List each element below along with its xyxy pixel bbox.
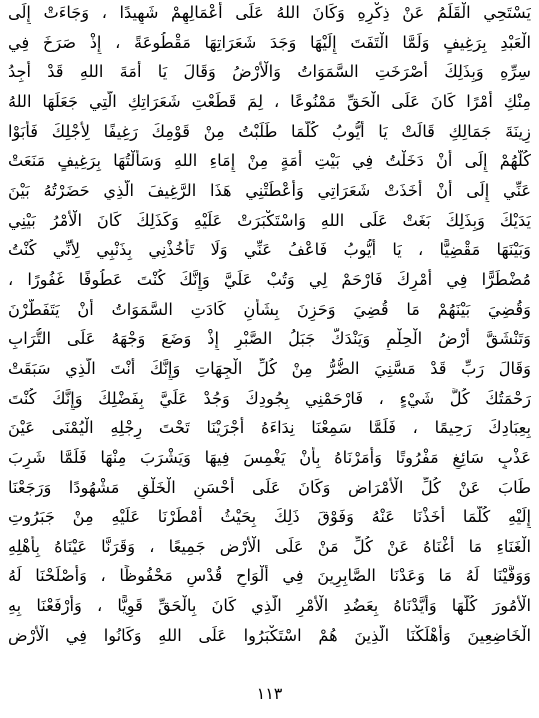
text-line: بِعِبَادِكَ رَحِيمًا ، فَلَمَّا سَمِعْنَا نِدَاءَهُ أَجْرَيْنَا تَحْتَ رِجْلِهِ الْيُمْنَى عَيْنَ	[8, 418, 531, 438]
text-line: يَدَيْكَ وَبِذَلِكَ بَغَتْ عَلَى اللهِ وَاسْتَكْبَرَتْ عَلَيْهِ وَكَذَلِكَ كَانَ الْأَمْرُ بَيْنِي	[8, 210, 531, 230]
text-line: عَذْبٍ سَائِغٍ مَفْرُوتًا وَأَمَرْنَاهُ بِأَنْ يَغْمِسَ فِيهَا وَيَشْرَبَ مِنْهَا فَلَمَّا شَرِبَ	[8, 447, 531, 467]
text-line: وَقُضِيَ بَيْنَهُمْ مَا قُضِيَ وَحَزِنَ بِشَأْنِ كَادَتِ السَّمَوَاتُ أَنْ يَتَفَطَّرْنَ	[8, 299, 531, 319]
text-line: عَنِّي إِلَى أَنْ أَخَذَتْ شَعَرَاتِي وَأَعْطَتْنِي هَذَا الرَّغِيفَ الَّذِي حَضَرْتُهُ بَيْنَ	[8, 180, 531, 200]
text-line: وَتَنْشَقَّ أَرْضُ الْحِلْمِ وَيَنْدَكَّ جَبَلُ الصَّبْرِ إِذْ وَضَعَ وَجْهَهُ عَلَى التُّرَابِ	[8, 329, 531, 349]
text-line: كُلُّهُمْ إِلَى أَنْ دَخَلْتُ فِي بَيْتِ أَمَةٍ مِنْ إِمَاءِ اللهِ وَسَأَلْتُهَا بِرَغِيفٍ مَنَعَتْ	[8, 151, 531, 171]
text-line: الْغَنَاءِ مَا أَغْنَاهُ عَنْ كُلِّ مَنْ عَلَى الْأَرْضِ جَمِيعًا ، وَقَرَنَّا عَيْنَاهُ بِأَهْلِهِ	[8, 536, 531, 556]
text-line: الْعَبْدِ بِرَغِيفٍ وَلَمَّا الْتَفَتَ إِلَيْهَا وَجَدَ شَعَرَاتِهَا مَقْطُوعَةً ، إِذْ صَرَخَ فِي	[8, 32, 531, 52]
text-line: زِينَةَ جَمَالِكِ قَالَتْ يَا أَيُّوبُ كُلَّمَا طَلَبْتُ مِنْ قَوْمِكَ رَغِيفًا لِأَجْلِكَ فَأَبَوْا	[8, 121, 531, 141]
text-line: إِلَيْهِ كُلَّمَا أَخَذْنَا عَنْهُ وَفَوْقَ ذَلِكَ بِحَيْثُ أَمْطَرْنَا عَلَيْهِ مِنْ جَبَرُوتِ	[8, 507, 531, 527]
page-number: ١١٣	[256, 684, 283, 703]
text-line: الْخَاضِعِينَ وَأَهْلَكْنَا الَّذِينَ هُمْ اسْتَكْبَرُوا عَلَى اللهِ وَكَانُوا فِي الْأَرْضِ	[8, 625, 531, 645]
text-line: مُضْطَرًّا فِي أَمْرِكَ فَارْحَمْ لِي وَتُبْ عَلَيَّ وَإِنَّكَ كُنْتَ عَطُوفًا غَفُورًا ،	[8, 269, 531, 289]
body-text	[8, 2, 531, 647]
text-line: مِنْكِ أَمْرًا كَانَ عَلَى الْحَقِّ مَمْنُوعًا ، لِمَ قَطَعْتِ شَعَرَاتِكِ الَّتِي جَعَلَهَا اللهُ	[8, 91, 531, 111]
text-line: وَقَالَ رَبِّ قَدْ مَسَّنِيَ الضُّرُّ مِنْ كُلِّ الْجِهَاتِ وَإِنَّكَ أَنْتَ الَّذِي سَبَقَتْ	[8, 358, 531, 378]
text-line: وَوَفَّيْنَا لَهُ مَا وَعَدْنَا الصَّابِرِينَ فِي أَلْوَاحِ قُدْسٍ مَحْفُوظًا ، وَأَصْلَحْنَا لَهُ	[8, 566, 531, 586]
text-line: طَابَ عَنْ كُلِّ الْأَمْرَاضِ وَكَانَ عَلَى أَحْسَنِ الْخَلْقِ مَشْهُودًا وَرَجَعْنَا	[8, 477, 531, 497]
text-line: رَحْمَتُكَ كُلَّ شَيْءٍ ، فَارْحَمْنِي بِجُودِكَ وَجُدْ عَلَيَّ بِفَضْلِكَ وَإِنَّكَ كُنْتَ	[8, 388, 531, 408]
text-line: سِرِّهِ وَبِذَلِكَ أَصْرَخَتِ السَّمَوَاتُ وَالْأَرْضُ وَقَالَ يَا أَمَةَ اللهِ قَدْ أَجِدُ	[8, 62, 531, 82]
text-line: وَبَيْنَهَا مَقْضِيًّا ، يَا أَيُّوبُ فَاعْفُ عَنِّي وَلَا تَأْخُذْنِي بِذَنْبِي لِأَنِّي كُنْتُ	[8, 240, 531, 260]
text-line: الْأُمُورَ كُلَّهَا وَأَيَّدْنَاهُ بِعَضُدِ الْأَمْرِ الَّذِي كَانَ بِالْحَقِّ قَوِيًّا ، وَأَرْفَعْنَا بِهِ	[8, 596, 531, 616]
text-line: يَسْتَحِي الْقَلَمُ عَنْ ذِكْرِهِ وَكَانَ اللهُ عَلَى أَعْمَالِهِمْ شَهِيدًا ، وَجَاءَتْ إِلَى	[8, 3, 531, 22]
